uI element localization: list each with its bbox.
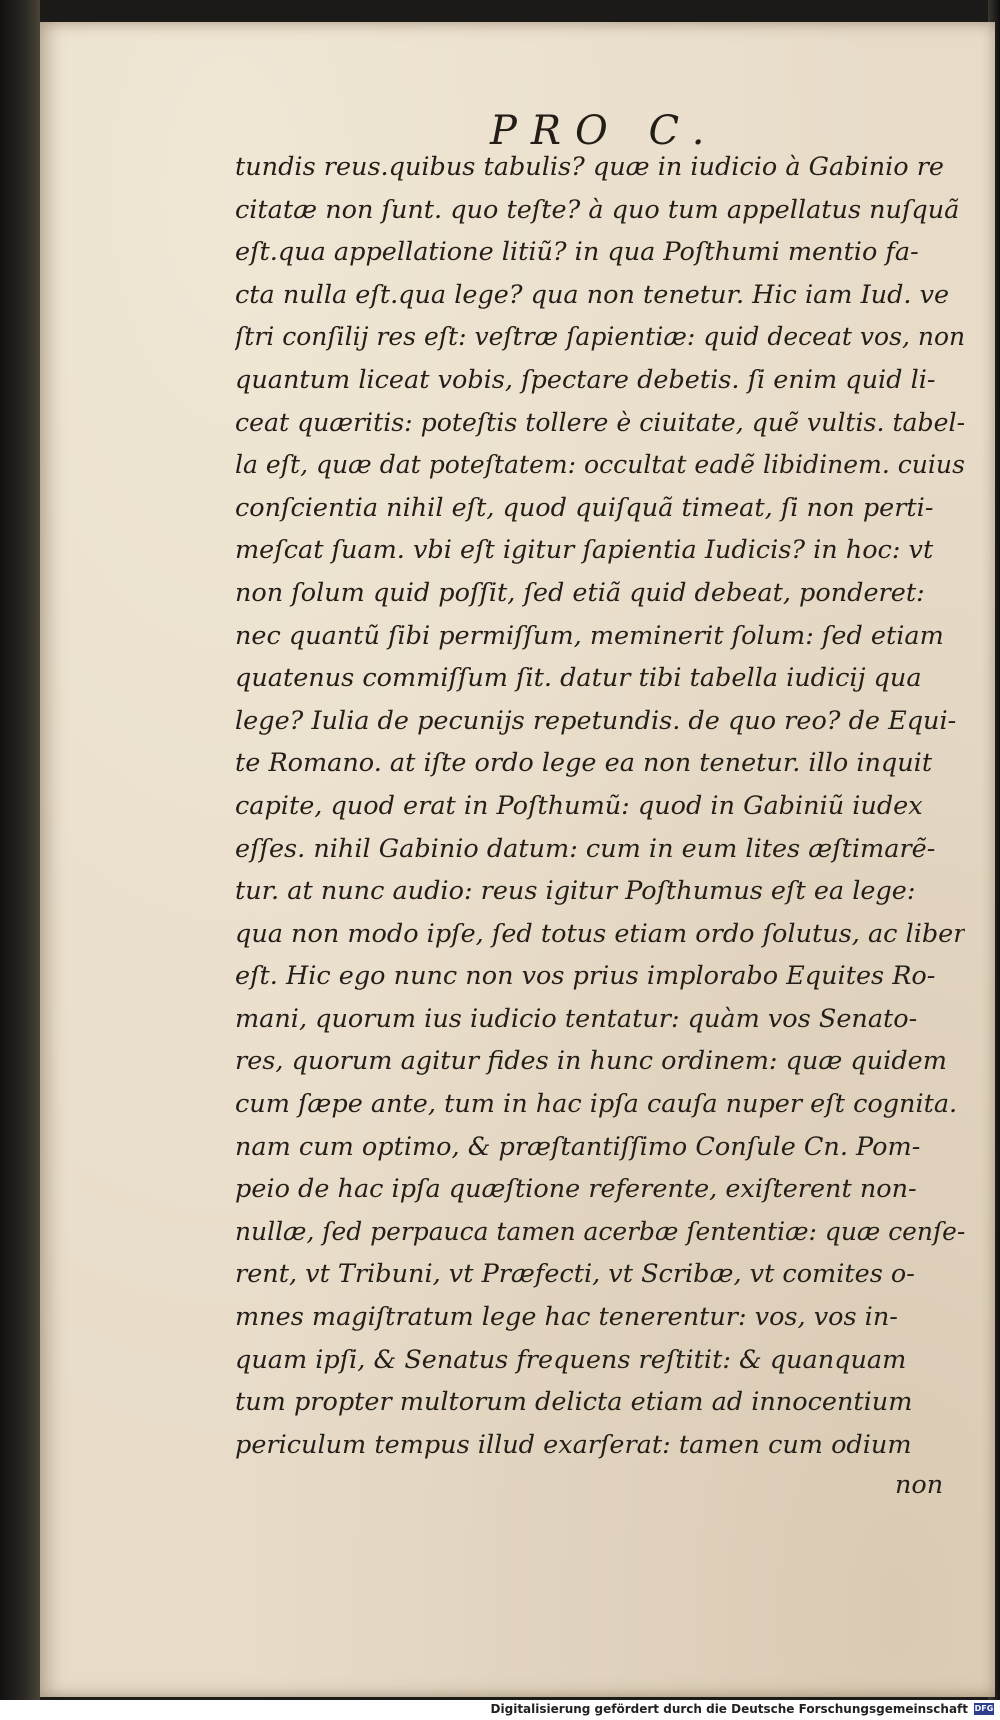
text-line: ceat quæritis: poteſtis tollere è ciuitate, quẽ vultis. tabel- [235, 407, 966, 438]
text-line: capite, quod erat in Poſthumũ: quod in Gabiniũ iudex [235, 790, 923, 821]
binding-edge [0, 0, 40, 1720]
text-line: eſt. Hic ego nunc non vos prius implorabo Equites Ro- [235, 961, 936, 992]
text-line: te Romano. at iſte ordo lege ea non tenetur. illo inquit [235, 748, 933, 779]
text-line: tundis reus.quibus tabulis? quæ in iudicio à Gabinio re [235, 152, 945, 182]
digitization-credit: Digitalisierung gefördert durch die Deutsche Forschungsgemeinschaft [490, 1702, 968, 1716]
text-line: tum propter multorum delicta etiam ad innocentium [235, 1387, 913, 1418]
text-line: eſſes. nihil Gabinio datum: cum in eum lites æſtimarẽ- [235, 833, 936, 864]
text-line: ſtri conſilij res eſt: veſtræ ſapientiæ: quid deceat vos, non [235, 322, 966, 353]
text-line: meſcat ſuam. vbi eſt igitur ſapientia Iudicis? in hoc: vt [235, 535, 934, 566]
text-line: cum ſæpe ante, tum in hac ipſa cauſa nuper eſt cognita. [235, 1089, 958, 1120]
text-line: periculum tempus illud exarſerat: tamen cum odium [235, 1429, 912, 1460]
text-line: res, quorum agitur fides in hunc ordinem: quæ quidem [235, 1046, 947, 1077]
dfg-logo-icon: DFG [974, 1704, 994, 1713]
text-line: mnes magiſtratum lege hac tenerentur: vos, vos in- [235, 1302, 898, 1333]
text-line: quatenus commiſſum ſit. datur tibi tabella iudicij qua [235, 663, 922, 694]
text-line: cta nulla eſt.qua lege? qua non tenetur. Hic iam Iud. ve [235, 279, 950, 310]
text-line: qua non modo ipſe, ſed totus etiam ordo ſolutus, ac liber [235, 918, 965, 949]
text-line: conſcientia nihil eſt, quod quiſquã timeat, ſi non perti- [235, 492, 934, 523]
text-line: la eſt, quæ dat poteſtatem: occultat eadẽ libidinem. cuius [235, 450, 965, 481]
text-line: lege? Iulia de pecunijs repetundis. de quo reo? de Equi- [235, 705, 957, 736]
text-line: nec quantũ ſibi permiſſum, meminerit ſolum: ſed etiam [235, 620, 944, 651]
text-line: citatæ non ſunt. quo teſte? à quo tum appellatus nuſquã [235, 194, 960, 225]
text-line: tur. at nunc audio: reus igitur Poſthumus eſt ea lege: [235, 876, 916, 907]
text-line: quantum liceat vobis, ſpectare debetis. ſi enim quid li- [235, 364, 936, 395]
text-line: eſt.qua appellatione litiũ? in qua Poſthumi mentio fa- [235, 237, 919, 268]
catchword: non [895, 1470, 944, 1500]
text-line: non ſolum quid poſſit, ſed etiã quid debeat, ponderet: [235, 577, 925, 608]
text-line: nam cum optimo, & præſtantiſſimo Conſule Cn. Pom- [235, 1131, 921, 1162]
text-line: nullæ, ſed perpauca tamen acerbæ ſententiæ: quæ cenſe- [235, 1216, 965, 1247]
text-line: peio de hac ipſa quæſtione referente, exiſterent non- [235, 1174, 917, 1205]
text-block [235, 146, 965, 1466]
text-line: quam ipſi, & Senatus frequens reſtitit: & quanquam [235, 1344, 907, 1375]
running-head: PRO C. [490, 108, 719, 154]
text-line: mani, quorum ius iudicio tentatur: quàm vos Senato- [235, 1003, 918, 1034]
text-line: rent, vt Tribuni, vt Præfecti, vt Scribæ, vt comites o- [235, 1259, 915, 1290]
